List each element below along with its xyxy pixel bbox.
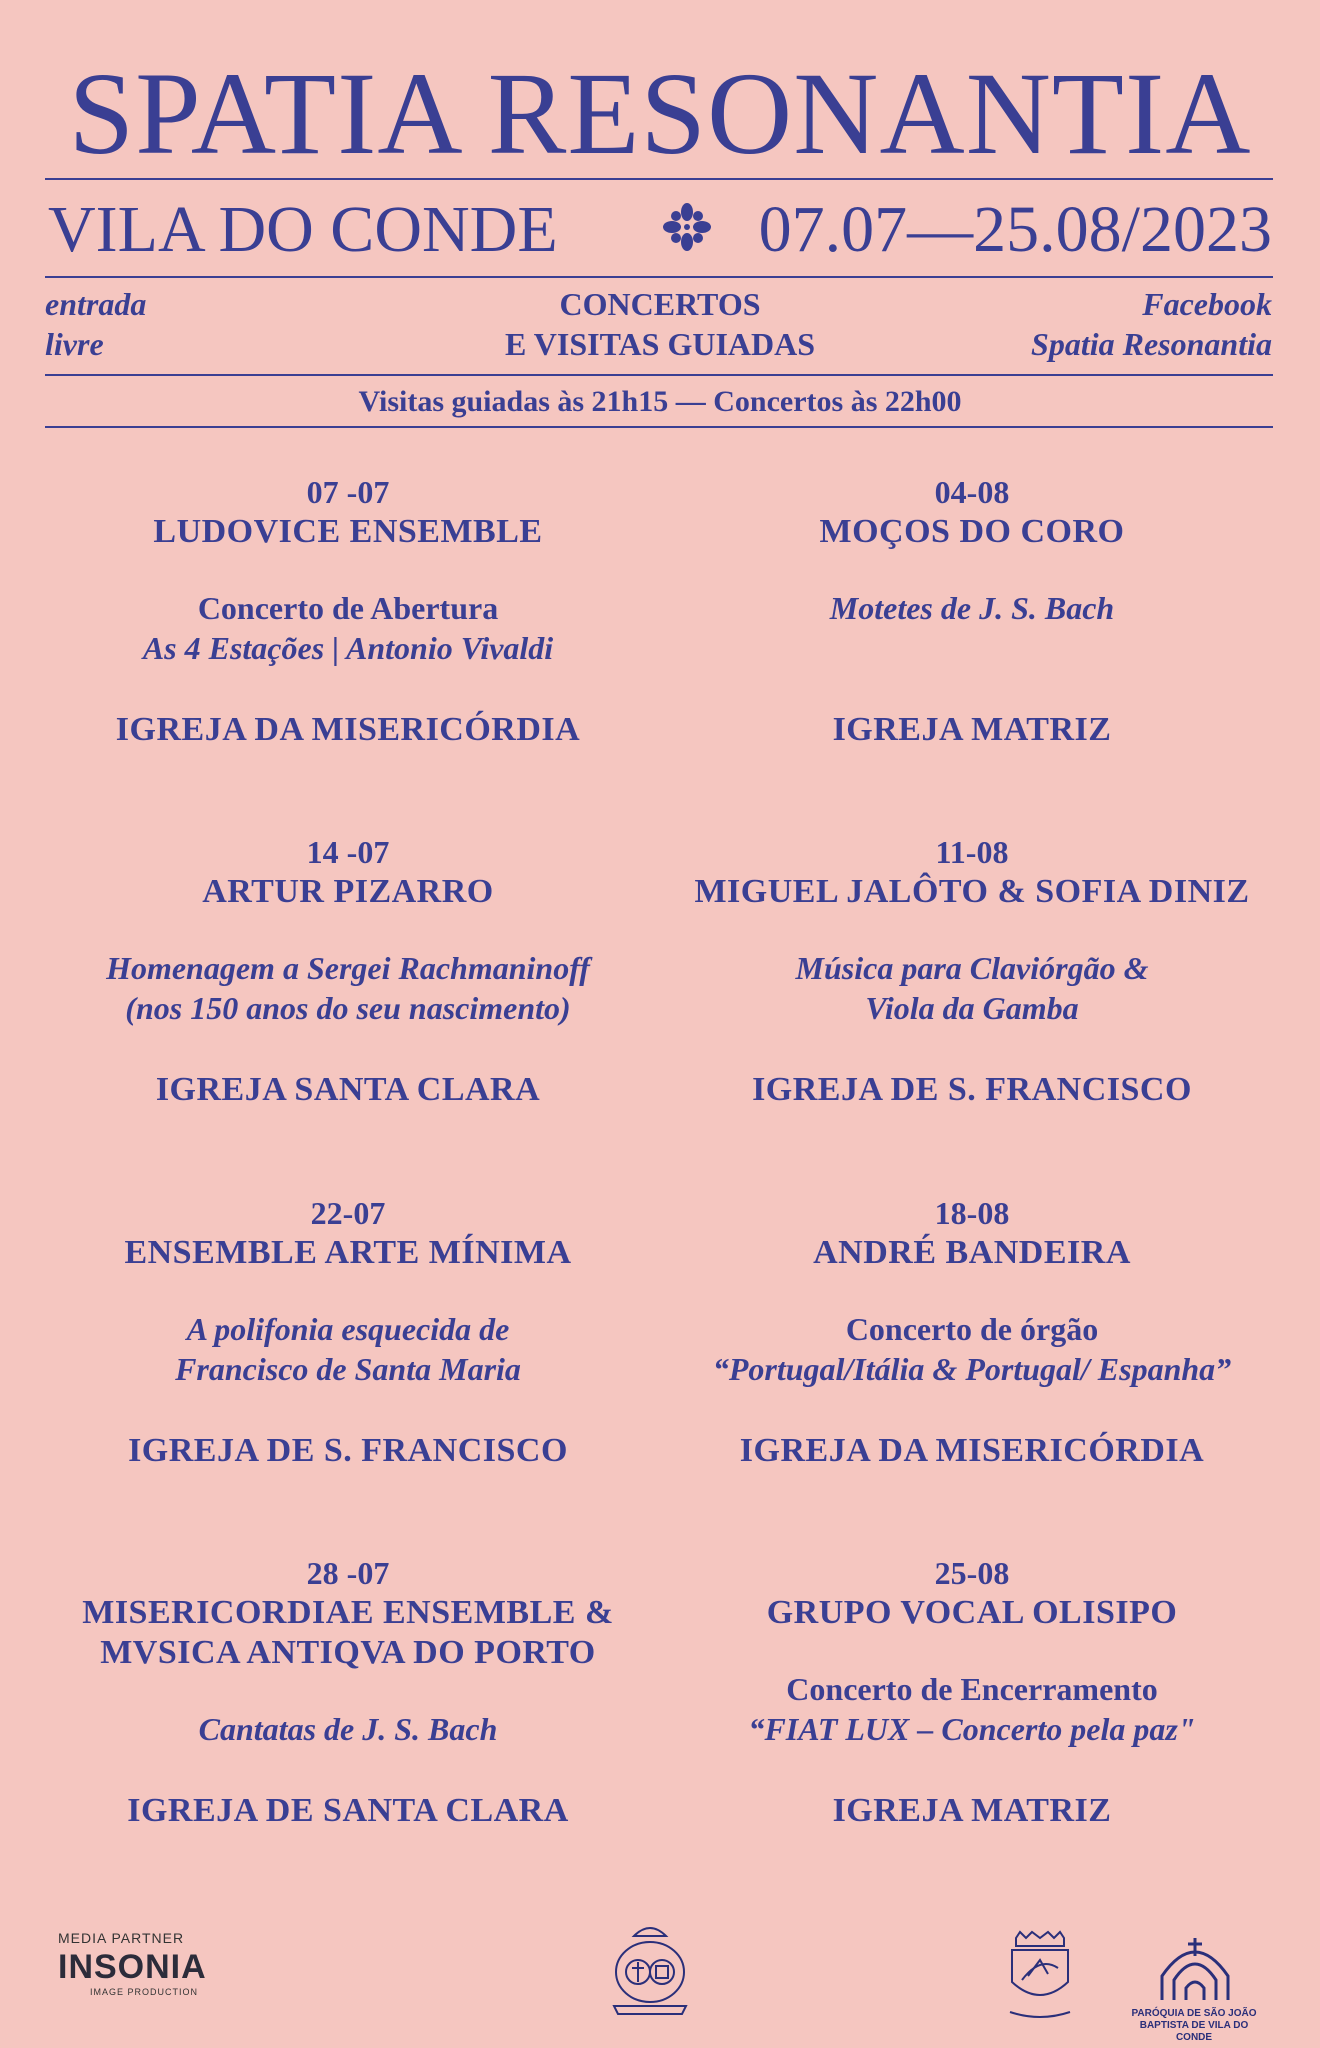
event-left bbox=[38, 1553, 658, 1853]
partner-brand: INSONIA bbox=[58, 1948, 207, 1986]
event-right bbox=[662, 832, 1282, 1132]
vila-do-conde-crest-icon bbox=[1000, 1930, 1080, 2024]
parish-church-icon bbox=[1156, 1934, 1234, 2004]
event-date: 28 -07 bbox=[306, 1555, 390, 1591]
event-venue: IGREJA DA MISERICÓRDIA bbox=[115, 711, 581, 748]
event-artist: LUDOVICE ENSEMBLE bbox=[153, 513, 543, 550]
parish-line: BAPTISTA DE VILA DO CONDE bbox=[1139, 2020, 1249, 2043]
event-type-line: CONCERTOS bbox=[559, 286, 761, 322]
event-right bbox=[662, 1193, 1282, 1493]
event-description-line: Viola da Gamba bbox=[865, 990, 1079, 1026]
event-artist: MIGUEL JALÔTO & SOFIA DINIZ bbox=[694, 873, 1250, 910]
event-venue: IGREJA DE S. FRANCISCO bbox=[752, 1071, 1192, 1108]
event-description-line: Motetes de J. S. Bach bbox=[829, 590, 1115, 626]
social-line: Facebook bbox=[1142, 286, 1272, 322]
event-artist: ARTUR PIZARRO bbox=[202, 873, 494, 910]
event-left bbox=[38, 472, 658, 772]
event-description-line: Cantatas de J. S. Bach bbox=[198, 1711, 498, 1747]
event-description bbox=[662, 1669, 1282, 1749]
event-date: 07 -07 bbox=[306, 474, 390, 510]
event-date: 18-08 bbox=[934, 1195, 1010, 1231]
event-date: 22-07 bbox=[310, 1195, 386, 1231]
event-right bbox=[662, 472, 1282, 772]
event-type bbox=[410, 284, 910, 364]
parish-line: PARÓQUIA DE SÃO JOÃO bbox=[1131, 2008, 1257, 2019]
location: VILA DO CONDE bbox=[48, 193, 558, 266]
admission-line: livre bbox=[45, 326, 104, 362]
social-line: Spatia Resonantia bbox=[1031, 326, 1272, 362]
event-date: 14 -07 bbox=[306, 834, 390, 870]
event-venue: IGREJA DA MISERICÓRDIA bbox=[739, 1432, 1205, 1469]
event-description-line: A polifonia esquecida de bbox=[186, 1311, 510, 1347]
flower-ornament-icon bbox=[662, 202, 712, 252]
event-description bbox=[662, 588, 1282, 628]
event-artist: MISERICORDIAE ENSEMBLE & bbox=[82, 1594, 614, 1631]
media-partner bbox=[58, 1930, 207, 1997]
poster-title: SPATIA RESONANTIA bbox=[68, 48, 1252, 179]
divider bbox=[45, 426, 1273, 428]
event-artist: GRUPO VOCAL OLISIPO bbox=[766, 1594, 1178, 1631]
divider bbox=[45, 178, 1273, 180]
event-date: 25-08 bbox=[934, 1555, 1010, 1591]
event-description-line: Música para Claviórgão & bbox=[795, 950, 1149, 986]
event-description-line: “Portugal/Itália & Portugal/ Espanha” bbox=[712, 1351, 1232, 1387]
schedule-times: Visitas guiadas às 21h15 — Concertos às 22h00 bbox=[358, 385, 962, 418]
divider bbox=[45, 276, 1273, 278]
event-description bbox=[662, 1309, 1282, 1389]
event-left bbox=[38, 832, 658, 1132]
event-description bbox=[38, 948, 658, 1028]
admission-info bbox=[45, 284, 146, 364]
event-description-line: Francisco de Santa Maria bbox=[175, 1351, 521, 1387]
event-description-line: (nos 150 anos do seu nascimento) bbox=[125, 990, 571, 1026]
admission-line: entrada bbox=[45, 286, 147, 322]
event-description bbox=[38, 1309, 658, 1389]
event-description-line: Concerto de Abertura bbox=[197, 590, 499, 626]
event-artist: MOÇOS DO CORO bbox=[819, 513, 1125, 550]
event-description-line: Homenagem a Sergei Rachmaninoff bbox=[106, 950, 590, 986]
event-description-line: Concerto de órgão bbox=[845, 1311, 1099, 1347]
event-artist: MVSICA ANTIQVA DO PORTO bbox=[100, 1634, 596, 1671]
event-artist: ANDRÉ BANDEIRA bbox=[813, 1234, 1131, 1271]
social-info bbox=[1031, 284, 1272, 364]
event-venue: IGREJA MATRIZ bbox=[832, 711, 1112, 748]
partner-label: MEDIA PARTNER bbox=[58, 1930, 185, 1946]
event-left bbox=[38, 1193, 658, 1493]
divider bbox=[45, 374, 1273, 376]
event-description bbox=[38, 588, 658, 668]
event-date: 11-08 bbox=[935, 834, 1009, 870]
event-right bbox=[662, 1553, 1282, 1853]
festival-dates: 07.07—25.08/2023 bbox=[758, 193, 1272, 266]
event-description bbox=[662, 948, 1282, 1028]
misericordia-crest-icon bbox=[606, 1918, 694, 2018]
partner-tagline: IMAGE PRODUCTION bbox=[90, 1987, 199, 1997]
event-description-line: Concerto de Encerramento bbox=[786, 1671, 1158, 1707]
event-description bbox=[38, 1709, 658, 1749]
event-type-line: E VISITAS GUIADAS bbox=[504, 326, 816, 362]
event-venue: IGREJA MATRIZ bbox=[832, 1792, 1112, 1829]
event-artist: ENSEMBLE ARTE MÍNIMA bbox=[124, 1234, 572, 1271]
event-date: 04-08 bbox=[934, 474, 1010, 510]
parish-name bbox=[1124, 2008, 1264, 2044]
event-venue: IGREJA DE SANTA CLARA bbox=[127, 1792, 569, 1829]
event-venue: IGREJA SANTA CLARA bbox=[155, 1071, 541, 1108]
event-description-line: “FIAT LUX – Concerto pela paz" bbox=[748, 1711, 1196, 1747]
event-description-line: As 4 Estações | Antonio Vivaldi bbox=[142, 630, 554, 666]
event-venue: IGREJA DE S. FRANCISCO bbox=[128, 1432, 568, 1469]
